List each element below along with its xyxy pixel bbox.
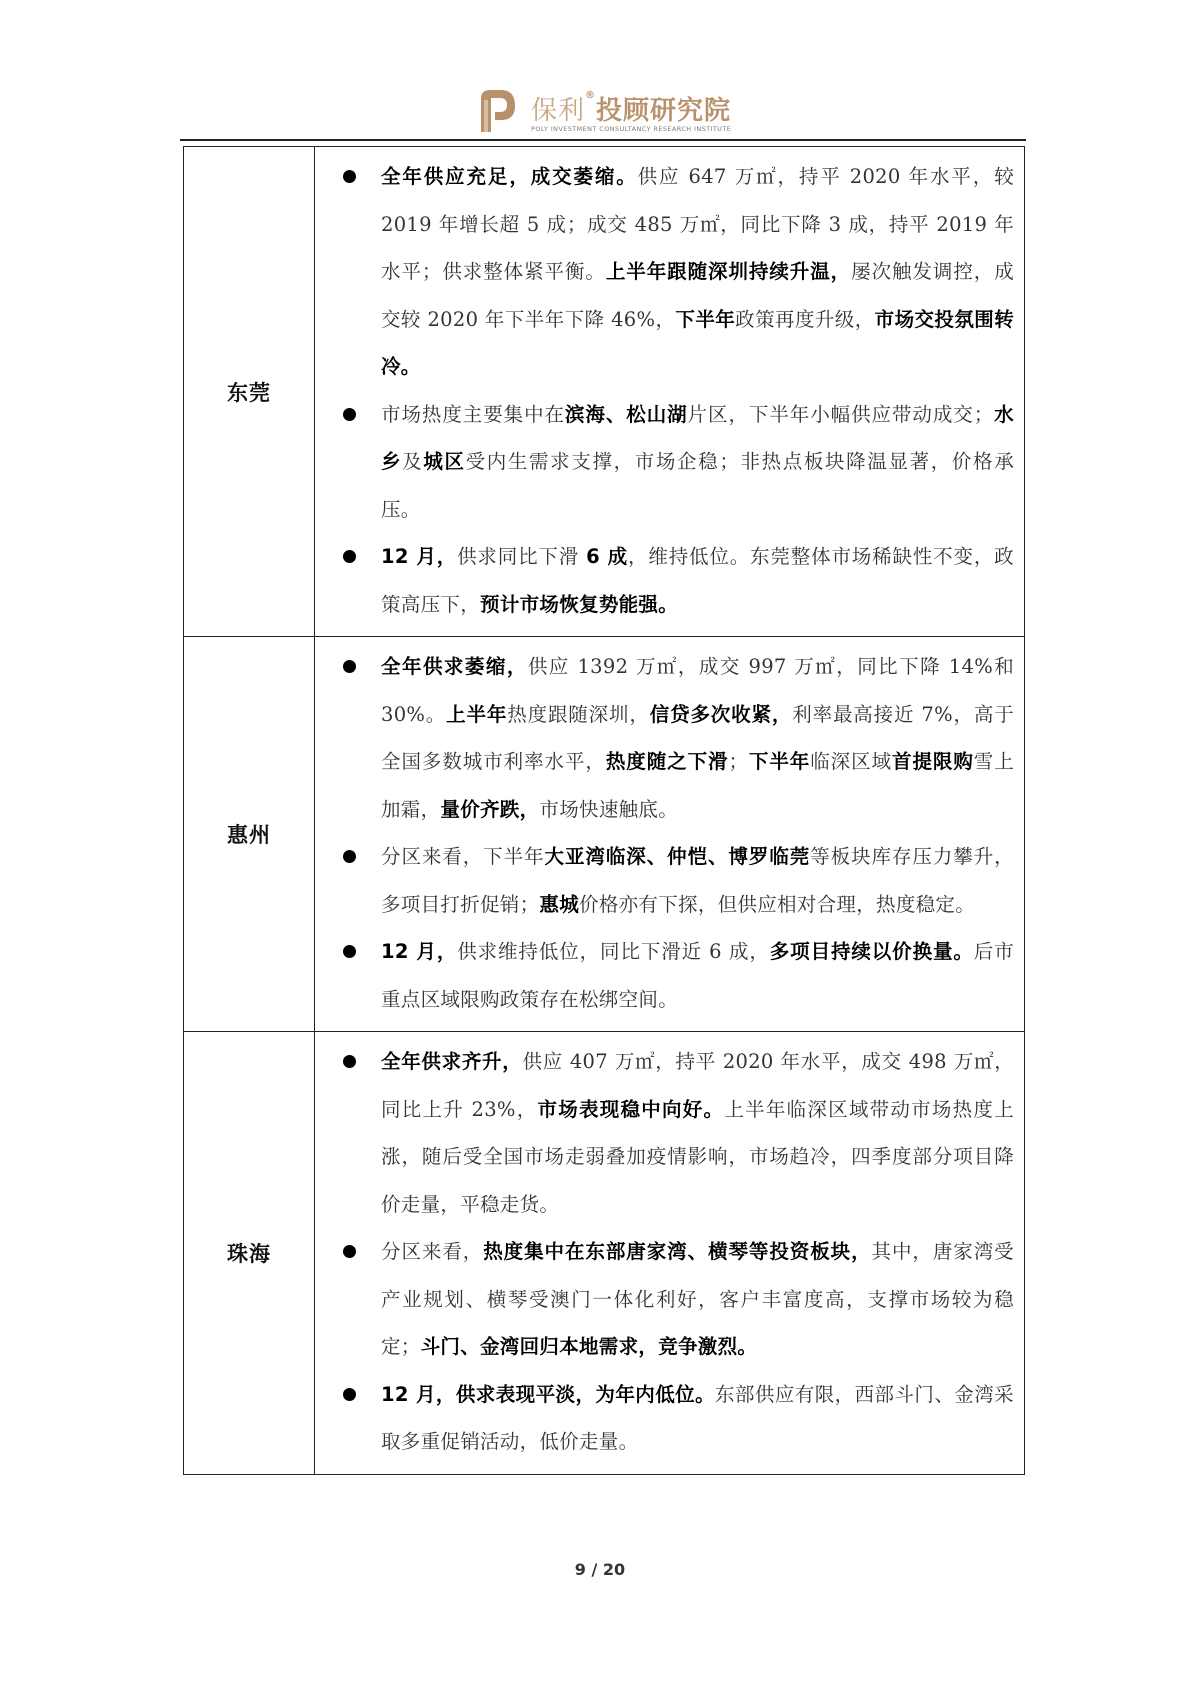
body-text: 屡次触发调控，成交较 2020 年下半年下降 46%， bbox=[381, 260, 1014, 331]
body-text: 供应 407 万㎡，持平 2020 年水平，成交 498 万㎡，同比上升 23%， bbox=[381, 1050, 1014, 1121]
page-number: 9 / 20 bbox=[574, 1560, 626, 1579]
logo-title bbox=[531, 90, 731, 127]
emphasis-text: 市场交投氛围转冷。 bbox=[381, 307, 1015, 378]
emphasis-text: 全年供应充足，成交萎缩。 bbox=[381, 165, 638, 188]
bullet-list bbox=[325, 153, 1014, 628]
city-analysis bbox=[315, 147, 1025, 637]
emphasis-text: 12 月， bbox=[381, 545, 458, 568]
emphasis-text: 12 月，供求表现平淡，为年内低位。 bbox=[381, 1382, 716, 1406]
bullet-item bbox=[325, 1228, 1014, 1371]
bullet-dot-icon bbox=[343, 1245, 356, 1258]
emphasis-text: 6 成 bbox=[586, 545, 629, 568]
emphasis-text: 首提限购 bbox=[892, 750, 974, 773]
emphasis-text: 全年供求萎缩， bbox=[381, 655, 528, 678]
emphasis-text: 下半年 bbox=[748, 750, 811, 773]
bullet-dot-icon bbox=[343, 170, 356, 183]
body-text: 上半年临深区域带动市场热度上涨，随后受全国市场走弱叠加疫情影响，市场趋冷，四季度部分项目降价走量，平稳走货。 bbox=[381, 1097, 1014, 1216]
emphasis-text: 市场表现稳中向好。 bbox=[537, 1097, 725, 1121]
city-name: 东莞 bbox=[184, 147, 315, 637]
body-text: 政策再度升级， bbox=[735, 307, 875, 331]
body-text: 其中，唐家湾受产业规划、横琴受澳门一体化利好，客户丰富度高，支撑市场较为稳定； bbox=[381, 1240, 1014, 1358]
body-text: 价格亦有下探，但供应相对合理，热度稳定。 bbox=[579, 892, 976, 916]
emphasis-text: 水乡 bbox=[381, 402, 1014, 473]
emphasis-text: 滨海、松山湖 bbox=[564, 402, 688, 426]
table-row bbox=[184, 637, 1025, 1032]
table-row bbox=[184, 1032, 1025, 1475]
bullet-item bbox=[325, 928, 1014, 1023]
bullet-item bbox=[325, 1038, 1014, 1228]
city-analysis bbox=[315, 637, 1025, 1032]
body-text: 市场热度主要集中在 bbox=[381, 402, 565, 426]
bullet-dot-icon bbox=[343, 660, 356, 673]
body-text: 及 bbox=[402, 450, 424, 473]
bullet-item bbox=[325, 533, 1014, 628]
poly-logo-icon bbox=[475, 88, 519, 134]
bullet-dot-icon bbox=[343, 550, 356, 563]
emphasis-text: 信贷多次收紧， bbox=[649, 702, 793, 726]
header-divider bbox=[180, 139, 1026, 141]
page-header bbox=[0, 78, 1200, 138]
emphasis-text: 上半年 bbox=[446, 702, 508, 726]
emphasis-text: 预计市场恢复势能强。 bbox=[480, 592, 679, 616]
body-text: 分区来看，下半年 bbox=[381, 845, 545, 868]
bullet-dot-icon bbox=[343, 1388, 356, 1401]
body-text: 热度跟随深圳， bbox=[507, 702, 650, 726]
emphasis-text: 斗门、金湾回归本地需求，竞争激烈。 bbox=[420, 1335, 758, 1358]
body-text: 临深区域 bbox=[810, 750, 892, 773]
bullet-list bbox=[325, 1038, 1014, 1466]
body-text: 分区来看， bbox=[381, 1240, 484, 1263]
bullet-dot-icon bbox=[343, 1055, 356, 1068]
body-text: 供求同比下滑 bbox=[457, 545, 587, 568]
body-text: 后市重点区域限购政策存在松绑空间。 bbox=[381, 940, 1014, 1011]
city-name: 惠州 bbox=[184, 637, 315, 1032]
emphasis-text: 下半年 bbox=[675, 307, 736, 331]
emphasis-text: 多项目持续以价换量。 bbox=[769, 940, 974, 963]
table-row bbox=[184, 147, 1025, 637]
bullet-item bbox=[325, 153, 1014, 391]
body-text: 利率最高接近 7%，高于全国多数城市利率水平， bbox=[381, 702, 1015, 773]
body-text: 雪上加霜， bbox=[381, 750, 1015, 821]
emphasis-text: 上半年跟随深圳持续升温， bbox=[605, 260, 852, 283]
bullet-dot-icon bbox=[343, 945, 356, 958]
body-text: 受内生需求支撑，市场企稳；非热点板块降温显著，价格承压。 bbox=[381, 450, 1014, 521]
logo-institute: 投顾研究院 bbox=[596, 96, 732, 126]
bullet-item bbox=[325, 391, 1014, 534]
logo-brand: 保利 bbox=[531, 96, 586, 126]
emphasis-text: 全年供求齐升， bbox=[381, 1050, 523, 1073]
emphasis-text: 惠城 bbox=[539, 892, 580, 916]
emphasis-text: 热度随之下滑 bbox=[605, 750, 729, 773]
city-name: 珠海 bbox=[184, 1032, 315, 1475]
body-text: ； bbox=[728, 750, 749, 773]
bullet-item bbox=[325, 833, 1014, 928]
city-analysis bbox=[315, 1032, 1025, 1475]
bullet-list bbox=[325, 643, 1014, 1023]
bullet-item bbox=[325, 1371, 1014, 1466]
body-text: 供应 647 万㎡，持平 2020 年水平，较 2019 年增长超 5 成；成交 485 万㎡，同比下降 3 成，持平 2019 年水平；供求整体紧平衡。 bbox=[381, 165, 1014, 283]
bullet-dot-icon bbox=[343, 408, 356, 421]
bullet-item bbox=[325, 643, 1014, 833]
emphasis-text: 城区 bbox=[423, 450, 466, 473]
bullet-dot-icon bbox=[343, 850, 356, 863]
emphasis-text: 量价齐跌， bbox=[440, 797, 540, 821]
body-text: 等板块库存压力攀升，多项目打折促销； bbox=[381, 845, 1014, 916]
registered-mark: ® bbox=[585, 90, 597, 101]
city-market-table bbox=[183, 146, 1025, 1475]
body-text: ，维持低位。东莞整体市场稀缺性不变，政策高压下， bbox=[381, 545, 1014, 616]
body-text: 市场快速触底。 bbox=[539, 797, 679, 821]
logo-subtitle: POLY INVESTMENT CONSULTANCY RESEARCH INSTITUTE bbox=[531, 125, 732, 133]
emphasis-text: 热度集中在东部唐家湾、横琴等投资板块， bbox=[483, 1240, 872, 1263]
body-text: 供求维持低位，同比下滑近 6 成， bbox=[457, 940, 770, 963]
poly-logo bbox=[475, 88, 735, 138]
emphasis-text: 12 月， bbox=[381, 940, 458, 963]
body-text: 片区，下半年小幅供应带动成交； bbox=[687, 402, 994, 426]
body-text: 供应 1392 万㎡，成交 997 万㎡，同比下降 14%和 30%。 bbox=[381, 655, 1014, 726]
emphasis-text: 大亚湾临深、仲恺、博罗临莞 bbox=[544, 845, 811, 868]
body-text: 东部供应有限，西部斗门、金湾采取多重促销活动，低价走量。 bbox=[381, 1382, 1014, 1453]
